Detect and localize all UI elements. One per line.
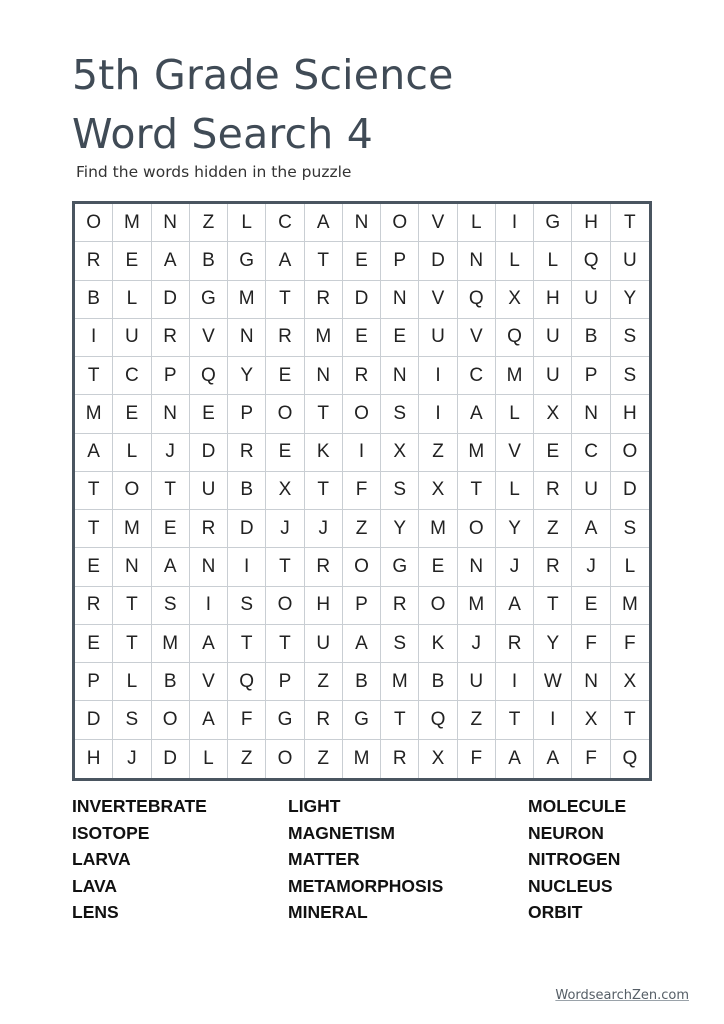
grid-cell[interactable]: M — [113, 510, 151, 548]
grid-cell[interactable]: I — [343, 434, 381, 472]
grid-cell[interactable]: E — [381, 319, 419, 357]
grid-cell[interactable]: L — [113, 434, 151, 472]
grid-cell[interactable]: J — [305, 510, 343, 548]
grid-cell[interactable]: R — [534, 472, 572, 510]
grid-cell[interactable]: C — [266, 204, 304, 242]
grid-cell[interactable]: N — [458, 548, 496, 586]
grid-cell[interactable]: D — [611, 472, 649, 510]
grid-cell[interactable]: K — [419, 625, 457, 663]
grid-cell[interactable]: V — [190, 319, 228, 357]
grid-cell[interactable]: I — [419, 395, 457, 433]
grid-cell[interactable]: V — [419, 281, 457, 319]
grid-cell[interactable]: N — [381, 281, 419, 319]
grid-cell[interactable]: Q — [228, 663, 266, 701]
grid-cell[interactable]: L — [611, 548, 649, 586]
grid-cell[interactable]: A — [572, 510, 610, 548]
grid-cell[interactable]: I — [75, 319, 113, 357]
grid-cell[interactable]: Y — [228, 357, 266, 395]
grid-cell[interactable]: A — [534, 740, 572, 778]
grid-cell[interactable]: X — [572, 701, 610, 739]
grid-cell[interactable]: F — [611, 625, 649, 663]
grid-cell[interactable]: T — [611, 701, 649, 739]
grid-cell[interactable]: S — [152, 587, 190, 625]
grid-cell[interactable]: T — [611, 204, 649, 242]
grid-cell[interactable]: G — [534, 204, 572, 242]
grid-cell[interactable]: T — [305, 242, 343, 280]
grid-cell[interactable]: T — [75, 510, 113, 548]
grid-cell[interactable]: R — [266, 319, 304, 357]
grid-cell[interactable]: I — [496, 663, 534, 701]
grid-cell[interactable]: I — [534, 701, 572, 739]
grid-cell[interactable]: V — [458, 319, 496, 357]
grid-cell[interactable]: A — [343, 625, 381, 663]
grid-cell[interactable]: B — [75, 281, 113, 319]
grid-cell[interactable]: F — [572, 625, 610, 663]
grid-cell[interactable]: S — [611, 510, 649, 548]
grid-cell[interactable]: S — [611, 357, 649, 395]
grid-cell[interactable]: M — [305, 319, 343, 357]
grid-cell[interactable]: I — [190, 587, 228, 625]
grid-cell[interactable]: U — [534, 319, 572, 357]
grid-cell[interactable]: J — [496, 548, 534, 586]
grid-cell[interactable]: G — [381, 548, 419, 586]
grid-cell[interactable]: B — [419, 663, 457, 701]
grid-cell[interactable]: E — [75, 548, 113, 586]
grid-cell[interactable]: E — [534, 434, 572, 472]
grid-cell[interactable]: Z — [228, 740, 266, 778]
grid-cell[interactable]: A — [152, 242, 190, 280]
grid-cell[interactable]: X — [534, 395, 572, 433]
grid-cell[interactable]: T — [381, 701, 419, 739]
grid-cell[interactable]: Y — [534, 625, 572, 663]
grid-cell[interactable]: M — [458, 587, 496, 625]
word-list — [72, 793, 672, 933]
grid-cell[interactable]: D — [152, 281, 190, 319]
grid-cell[interactable]: T — [305, 395, 343, 433]
grid-cell[interactable]: O — [343, 548, 381, 586]
grid-cell[interactable]: Y — [611, 281, 649, 319]
grid-cell[interactable]: R — [305, 701, 343, 739]
grid-cell[interactable]: M — [113, 204, 151, 242]
grid-cell[interactable]: N — [152, 204, 190, 242]
grid-cell[interactable]: P — [572, 357, 610, 395]
grid-cell[interactable]: D — [152, 740, 190, 778]
grid-cell[interactable]: T — [266, 281, 304, 319]
grid-cell[interactable]: N — [381, 357, 419, 395]
grid-cell[interactable]: U — [572, 472, 610, 510]
grid-cell[interactable]: M — [458, 434, 496, 472]
grid-cell[interactable]: N — [572, 663, 610, 701]
grid-cell[interactable]: D — [190, 434, 228, 472]
grid-cell[interactable]: R — [75, 587, 113, 625]
grid-cell[interactable]: Z — [305, 740, 343, 778]
word-item: NEURON — [528, 822, 604, 843]
grid-cell[interactable]: S — [381, 625, 419, 663]
grid-cell[interactable]: R — [305, 548, 343, 586]
grid-cell[interactable]: Y — [381, 510, 419, 548]
grid-cell[interactable]: L — [190, 740, 228, 778]
grid-cell[interactable]: G — [190, 281, 228, 319]
grid-cell[interactable]: L — [496, 472, 534, 510]
grid-cell[interactable]: F — [343, 472, 381, 510]
grid-cell[interactable]: C — [113, 357, 151, 395]
grid-cell[interactable]: X — [496, 281, 534, 319]
grid-cell[interactable]: T — [113, 625, 151, 663]
grid-cell[interactable]: D — [343, 281, 381, 319]
word-item: LAVA — [72, 875, 118, 896]
word-search-grid — [72, 201, 652, 781]
grid-cell[interactable]: O — [343, 395, 381, 433]
grid-cell[interactable]: O — [113, 472, 151, 510]
grid-cell[interactable]: I — [228, 548, 266, 586]
word-list-column-2 — [288, 793, 443, 926]
grid-cell[interactable]: E — [343, 319, 381, 357]
word-item: LENS — [72, 902, 119, 922]
grid-cell[interactable]: E — [419, 548, 457, 586]
grid-cell[interactable]: F — [572, 740, 610, 778]
grid-cell[interactable]: U — [534, 357, 572, 395]
grid-cell[interactable]: Z — [190, 204, 228, 242]
grid-cell[interactable]: T — [458, 472, 496, 510]
grid-cell[interactable]: L — [496, 395, 534, 433]
grid-cell[interactable]: T — [496, 701, 534, 739]
grid-cell[interactable]: Z — [343, 510, 381, 548]
title-line-1: 5th Grade Science — [72, 51, 454, 99]
word-item: MATTER — [288, 849, 360, 869]
grid-cell[interactable]: I — [419, 357, 457, 395]
grid-cell[interactable]: Y — [496, 510, 534, 548]
grid-cell[interactable]: X — [419, 472, 457, 510]
grid-cell[interactable]: Q — [419, 701, 457, 739]
title-line-2: Word Search 4 — [72, 110, 373, 158]
grid-cell[interactable]: R — [190, 510, 228, 548]
grid-cell[interactable]: M — [75, 395, 113, 433]
grid-cell[interactable]: J — [572, 548, 610, 586]
grid-cell[interactable]: H — [534, 281, 572, 319]
grid-cell[interactable]: O — [75, 204, 113, 242]
word-item: MOLECULE — [528, 796, 627, 816]
grid-cell[interactable]: E — [113, 242, 151, 280]
word-item: INVERTEBRATE — [72, 796, 207, 816]
grid-cell[interactable]: T — [305, 472, 343, 510]
grid-cell[interactable]: H — [75, 740, 113, 778]
grid-cell[interactable]: O — [152, 701, 190, 739]
grid-cell[interactable]: O — [266, 740, 304, 778]
grid-cell[interactable]: E — [266, 434, 304, 472]
grid-cell[interactable]: O — [611, 434, 649, 472]
grid-cell[interactable]: S — [228, 587, 266, 625]
grid-cell[interactable]: T — [75, 472, 113, 510]
grid-cell[interactable]: M — [228, 281, 266, 319]
word-item: MAGNETISM — [288, 822, 395, 843]
grid-cell[interactable]: O — [266, 587, 304, 625]
grid-cell[interactable]: E — [266, 357, 304, 395]
grid-cell[interactable]: B — [572, 319, 610, 357]
grid-cell[interactable]: A — [496, 740, 534, 778]
word-item: ORBIT — [528, 902, 583, 922]
grid-cell[interactable]: B — [343, 663, 381, 701]
grid-cell[interactable]: A — [152, 548, 190, 586]
grid-cell[interactable]: A — [496, 587, 534, 625]
grid-cell[interactable]: X — [381, 434, 419, 472]
grid-cell[interactable]: T — [75, 357, 113, 395]
grid-cell[interactable]: J — [266, 510, 304, 548]
grid-cell[interactable]: E — [152, 510, 190, 548]
grid-cell[interactable]: F — [228, 701, 266, 739]
grid-cell[interactable]: O — [381, 204, 419, 242]
grid-cell[interactable]: E — [113, 395, 151, 433]
grid-cell[interactable]: N — [458, 242, 496, 280]
word-item: METAMORPHOSIS — [288, 875, 444, 896]
grid-cell[interactable]: L — [534, 242, 572, 280]
grid-cell[interactable]: T — [152, 472, 190, 510]
grid-cell[interactable]: G — [228, 242, 266, 280]
grid-cell[interactable]: Q — [458, 281, 496, 319]
grid-cell[interactable]: O — [458, 510, 496, 548]
grid-cell[interactable]: I — [496, 204, 534, 242]
grid-cell[interactable]: D — [75, 701, 113, 739]
grid-cell[interactable]: R — [534, 548, 572, 586]
word-item: MINERAL — [288, 902, 368, 922]
grid-cell[interactable]: U — [419, 319, 457, 357]
grid-cell[interactable]: L — [113, 663, 151, 701]
grid-cell[interactable]: U — [611, 242, 649, 280]
grid-cell[interactable]: N — [228, 319, 266, 357]
grid-cell[interactable]: T — [266, 548, 304, 586]
grid-cell[interactable]: N — [343, 204, 381, 242]
grid-cell[interactable]: B — [228, 472, 266, 510]
instructions: Find the words hidden in the puzzle — [76, 163, 352, 181]
grid-cell[interactable]: T — [228, 625, 266, 663]
grid-cell[interactable]: V — [190, 663, 228, 701]
grid-cell[interactable]: Q — [572, 242, 610, 280]
grid-cell[interactable]: T — [113, 587, 151, 625]
grid-cell[interactable]: O — [419, 587, 457, 625]
grid-cell[interactable]: G — [343, 701, 381, 739]
grid-cell[interactable]: P — [75, 663, 113, 701]
grid-cell[interactable]: T — [266, 625, 304, 663]
word-item: LIGHT — [288, 796, 341, 816]
grid-cell[interactable]: B — [190, 242, 228, 280]
grid-cell[interactable]: R — [152, 319, 190, 357]
grid-cell[interactable]: A — [75, 434, 113, 472]
grid-cell[interactable]: R — [381, 740, 419, 778]
grid-cell[interactable]: P — [152, 357, 190, 395]
grid-cell[interactable]: J — [152, 434, 190, 472]
grid-cell[interactable]: W — [534, 663, 572, 701]
grid-cell[interactable]: R — [496, 625, 534, 663]
grid-cell[interactable]: A — [190, 701, 228, 739]
grid-cell[interactable]: R — [75, 242, 113, 280]
grid-cell[interactable]: E — [190, 395, 228, 433]
grid-cell[interactable]: D — [419, 242, 457, 280]
grid-cell[interactable]: M — [419, 510, 457, 548]
grid-cell[interactable]: E — [343, 242, 381, 280]
grid-cell[interactable]: R — [305, 281, 343, 319]
grid-cell[interactable]: Z — [458, 701, 496, 739]
grid-cell[interactable]: V — [419, 204, 457, 242]
grid-cell[interactable]: J — [458, 625, 496, 663]
grid-cell[interactable]: A — [190, 625, 228, 663]
grid-cell[interactable]: M — [343, 740, 381, 778]
grid-cell[interactable]: L — [113, 281, 151, 319]
grid-cell[interactable]: U — [305, 625, 343, 663]
word-item: LARVA — [72, 849, 131, 869]
grid-cell[interactable]: V — [496, 434, 534, 472]
grid-cell[interactable]: N — [305, 357, 343, 395]
grid-cell[interactable]: S — [381, 395, 419, 433]
word-item: ISOTOPE — [72, 822, 150, 843]
grid-cell[interactable]: R — [228, 434, 266, 472]
grid-cell[interactable]: P — [228, 395, 266, 433]
grid-cell[interactable]: H — [305, 587, 343, 625]
grid-cell[interactable]: C — [458, 357, 496, 395]
grid-cell[interactable]: E — [572, 587, 610, 625]
grid-cell[interactable]: X — [611, 663, 649, 701]
grid-cell[interactable]: X — [419, 740, 457, 778]
grid-cell[interactable]: L — [458, 204, 496, 242]
page-title — [72, 46, 672, 164]
grid-cell[interactable]: S — [113, 701, 151, 739]
grid-cell[interactable]: O — [266, 395, 304, 433]
grid-cell[interactable]: N — [190, 548, 228, 586]
grid-cell[interactable]: L — [228, 204, 266, 242]
grid-cell[interactable]: E — [75, 625, 113, 663]
grid-cell[interactable]: S — [611, 319, 649, 357]
grid-cell[interactable]: S — [381, 472, 419, 510]
grid-cell[interactable]: A — [458, 395, 496, 433]
grid-cell[interactable]: J — [113, 740, 151, 778]
word-item: NITROGEN — [528, 849, 621, 869]
grid-cell[interactable]: K — [305, 434, 343, 472]
grid-cell[interactable]: Z — [305, 663, 343, 701]
grid-cell[interactable]: A — [266, 242, 304, 280]
grid-cell[interactable]: C — [572, 434, 610, 472]
grid-cell[interactable]: M — [496, 357, 534, 395]
site-link[interactable]: WordsearchZen.com — [555, 988, 689, 1003]
grid-cell[interactable]: U — [458, 663, 496, 701]
grid-cell[interactable]: N — [113, 548, 151, 586]
grid-cell[interactable]: P — [266, 663, 304, 701]
grid-cell[interactable]: N — [572, 395, 610, 433]
grid-cell[interactable]: Q — [622, 747, 638, 769]
grid-cell[interactable]: Q — [496, 319, 534, 357]
grid-cell[interactable]: Z — [534, 510, 572, 548]
grid-cell[interactable]: F — [458, 740, 496, 778]
grid-cell[interactable]: U — [113, 319, 151, 357]
grid-cell[interactable]: R — [343, 357, 381, 395]
grid-cell[interactable]: M — [152, 625, 190, 663]
word-item: NUCLEUS — [528, 875, 613, 896]
grid-cell[interactable]: B — [152, 663, 190, 701]
grid-cell[interactable]: Q — [190, 357, 228, 395]
grid-cell[interactable]: D — [228, 510, 266, 548]
grid-cell[interactable]: U — [572, 281, 610, 319]
grid-cell[interactable]: L — [496, 242, 534, 280]
grid-cell[interactable]: H — [611, 395, 649, 433]
grid-cell[interactable]: G — [266, 701, 304, 739]
grid-cell[interactable]: X — [266, 472, 304, 510]
grid-cell[interactable]: A — [305, 204, 343, 242]
grid-cell[interactable]: U — [190, 472, 228, 510]
grid-cell[interactable]: M — [381, 663, 419, 701]
grid-cell[interactable]: T — [534, 587, 572, 625]
grid-cell[interactable]: Z — [419, 434, 457, 472]
grid-cell[interactable]: H — [572, 204, 610, 242]
grid-cell[interactable]: M — [611, 587, 649, 625]
grid-cell[interactable]: P — [381, 242, 419, 280]
grid-cell[interactable]: P — [343, 587, 381, 625]
word-list-column-1 — [72, 793, 207, 926]
grid-cell[interactable]: N — [152, 395, 190, 433]
grid-cell[interactable]: R — [381, 587, 419, 625]
word-list-column-3 — [528, 793, 626, 926]
